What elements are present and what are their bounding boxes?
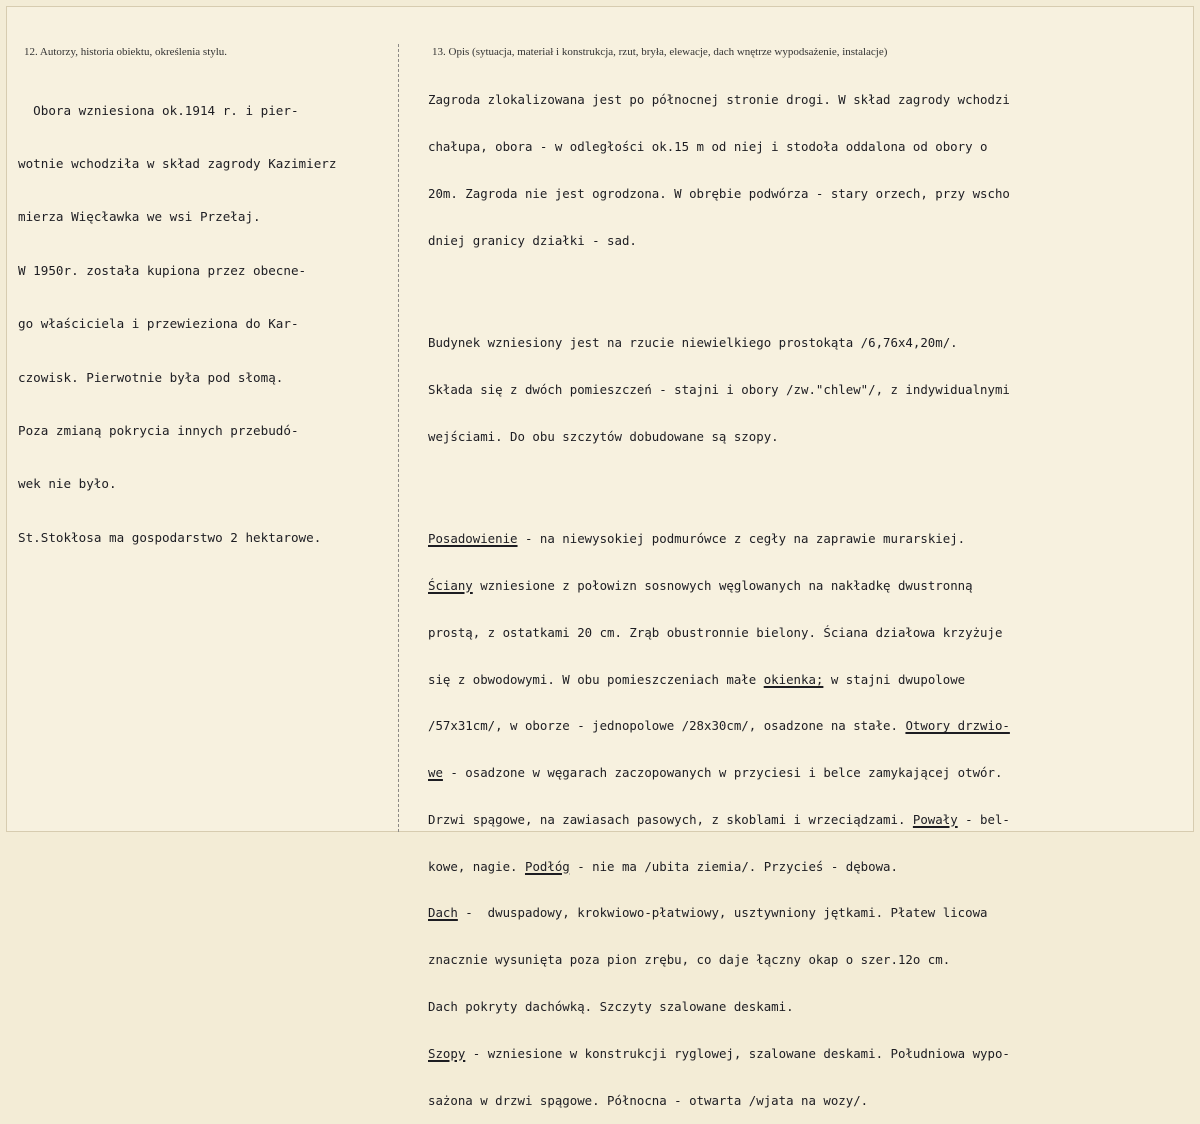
history-text — [18, 66, 336, 564]
history-line: wotnie wchodziła w skład zagrody Kazimierz — [18, 155, 337, 171]
keyword-dach: Dach — [428, 905, 458, 921]
keyword-otwory-cont: we — [428, 765, 443, 781]
construction-line: kowe, nagie. Podłóg - nie ma /ubita ziemia/. Przycieś - dębowa. — [428, 858, 898, 874]
keyword-podlog: Podłóg — [524, 858, 570, 874]
keyword-sciany: Ściany — [428, 578, 473, 593]
situation-line: chałupa, obora - w odległości ok.15 m od niej i stodoła oddalona od obory o — [428, 138, 988, 154]
construction-line: Szopy - wzniesione w konstrukcji ryglowej, szalowane deskami. Południowa wypo- — [428, 1045, 1010, 1061]
history-line: W 1950r. została kupiona przez obecne- — [18, 262, 307, 278]
keyword-posadowienie: Posadowienie — [428, 531, 518, 547]
column-divider — [398, 44, 399, 832]
construction-line: Posadowienie - na niewysokiej podmurówce z cegły na zaprawie murarskiej. — [428, 531, 966, 547]
plan-line: wejściami. Do obu szczytów dobudowane są szopy. — [428, 428, 779, 444]
construction-line: Dach - dwuspadowy, krokwiowo-płatwiowy, usztywniony jętkami. Płatew licowa — [428, 905, 988, 921]
paragraph-gap — [428, 279, 1010, 288]
situation-line: dniej granicy działki - sad. — [428, 232, 637, 248]
history-line: Poza zmianą pokrycia innych przebudó- — [18, 422, 299, 438]
paragraph-gap — [428, 475, 1010, 484]
keyword-powaly: Powały — [912, 811, 958, 827]
history-line: czowisk. Pierwotnie była pod słomą. — [18, 369, 284, 385]
history-line: mierza Więcławka we wsi Przełaj. — [18, 209, 261, 225]
construction-line: sażona w drzwi spągowe. Północna - otwarta /wjata na wozy/. — [428, 1092, 869, 1108]
situation-line: 20m. Zagroda nie jest ogrodzona. W obrębie podwórza - stary orzech, przy wscho — [428, 185, 1010, 201]
plan-line: Budynek wzniesiony jest na rzucie niewielkiego prostokąta /6,76x4,20m/. — [428, 335, 958, 351]
plan-line: Składa się z dwóch pomieszczeń - stajni i obory /zw."chlew"/, z indywidualnymi — [428, 381, 1010, 397]
situation-line: Zagroda zlokalizowana jest po północnej stronie drogi. W skład zagrody wchodzi — [428, 92, 1010, 108]
construction-line: prostą, z ostatkami 20 cm. Zrąb obustronnie bielony. Ściana działowa krzyżuje — [428, 624, 1003, 640]
construction-line: /57x31cm/, w oborze - jednopolowe /28x30cm/, osadzone na stałe. Otwory drzwio- — [428, 718, 1010, 734]
construction-line: we - osadzone w węgarach zaczopowanych w przyciesi i belce zamykającej otwór. — [428, 765, 1003, 781]
description-text — [428, 61, 1010, 1124]
history-section-header: 12. Autorzy, historia obiektu, określenia stylu. — [24, 46, 228, 58]
construction-line: Ściany wzniesione z połowizn sosnowych węglowanych na nakładkę dwustronną — [428, 578, 973, 593]
construction-line: Dach pokryty dachówką. Szczyty szalowane deskami. — [428, 999, 794, 1015]
history-line: go właściciela i przewieziona do Kar- — [18, 316, 299, 332]
description-section-header: 13. Opis (sytuacja, materiał i konstrukcja, rzut, bryła, elewacje, dach wnętrze wypodsażenie, instalacje) — [432, 46, 888, 58]
keyword-szopy: Szopy — [428, 1045, 466, 1061]
history-line: St.Stokłosa ma gospodarstwo 2 hektarowe. — [18, 529, 322, 545]
construction-line: Drzwi spągowe, na zawiasach pasowych, z skoblami i wrzeciądzami. Powały - bel- — [428, 811, 1010, 827]
keyword-otwory: Otwory drzwio- — [905, 718, 1010, 734]
keyword-okienka: okienka; — [763, 671, 824, 687]
history-line: wek nie było. — [18, 476, 117, 492]
construction-line: znacznie wysunięta poza pion zrębu, co daje łączny okap o szer.12o cm. — [428, 952, 951, 968]
history-line: Obora wzniesiona ok.1914 r. i pier- — [18, 102, 299, 118]
construction-line: się z obwodowymi. W obu pomieszczeniach małe okienka; w stajni dwupolowe — [428, 671, 966, 687]
